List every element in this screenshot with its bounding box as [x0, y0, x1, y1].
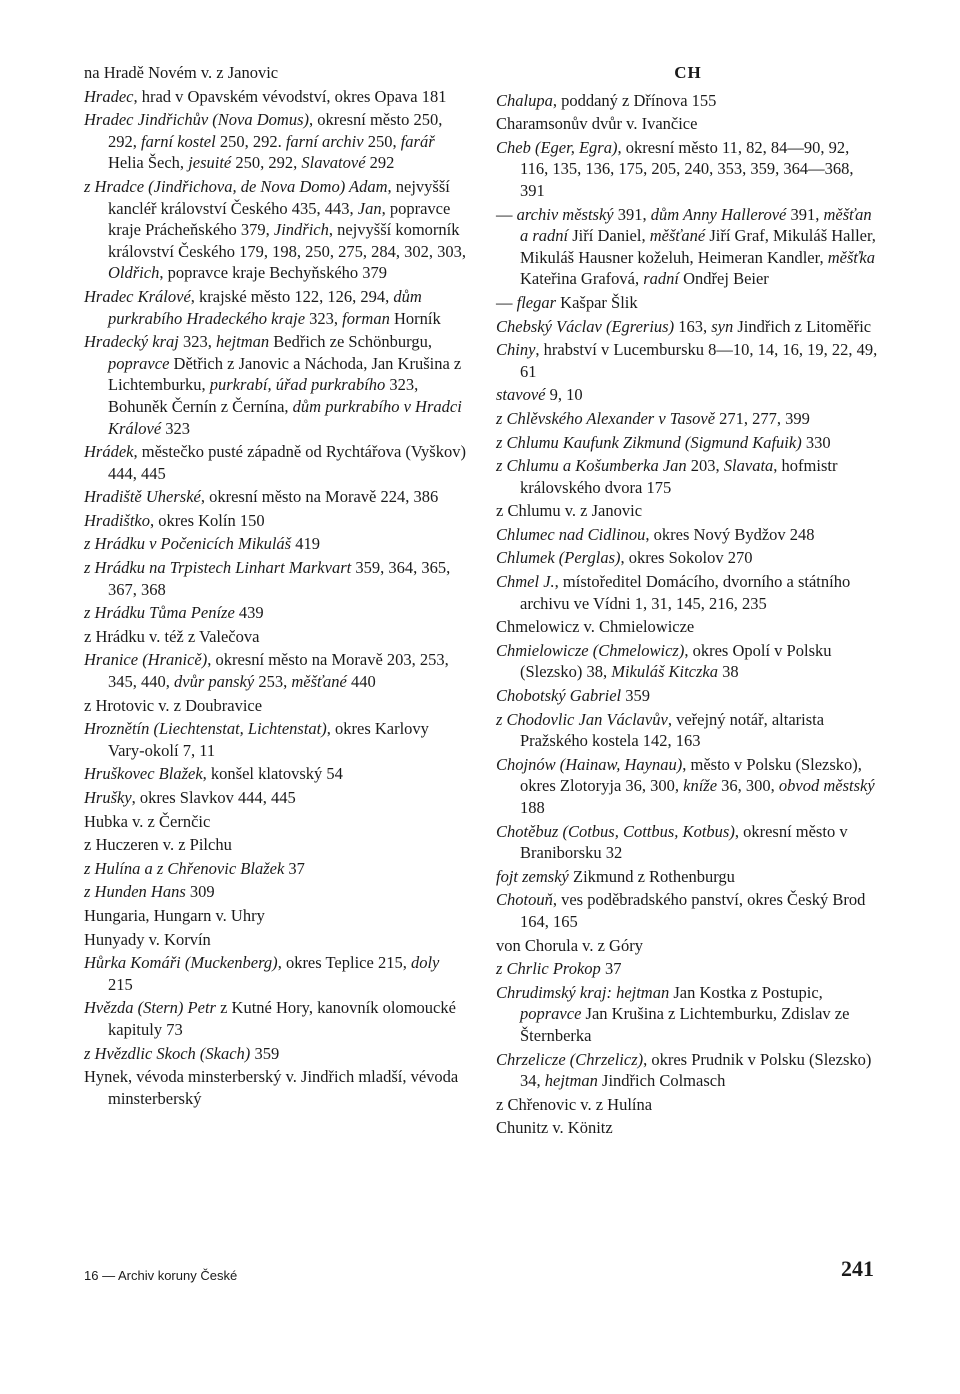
- index-entry: [84, 1066, 468, 1109]
- italic-text: měšťané: [649, 226, 706, 246]
- roman-text: —: [496, 292, 517, 312]
- italic-text: doly: [410, 953, 440, 973]
- roman-text: Jindřich Colmasch: [597, 1071, 726, 1091]
- roman-text: z Hrotovic v. z Doubravice: [84, 695, 263, 715]
- roman-text: Jan Kostka z Postupic,: [669, 982, 823, 1002]
- index-entry: [496, 866, 880, 888]
- roman-text: 323,: [178, 332, 216, 352]
- roman-text: , popravce kraje Prácheňského 379,: [108, 198, 451, 240]
- index-entry: [496, 90, 880, 112]
- roman-text: , krajské město 122, 126, 294,: [190, 286, 394, 306]
- roman-text: 419: [291, 534, 320, 554]
- roman-text: 391,: [786, 204, 824, 224]
- index-entry: [496, 640, 880, 683]
- italic-text: archiv městský: [516, 204, 614, 224]
- section-heading-ch: CH: [674, 63, 702, 82]
- italic-text: Chmel J.: [496, 572, 555, 592]
- italic-text: flegar: [516, 292, 557, 312]
- roman-text: , okres Opolí v Polsku (Slezsko) 38,: [520, 640, 832, 682]
- roman-text: von Chorula v. z Góry: [496, 935, 643, 955]
- roman-text: 323,: [305, 308, 343, 328]
- italic-text: z Hrádku na Trpistech Linhart Markvart: [84, 558, 352, 578]
- roman-text: , okres Slavkov 444, 445: [131, 788, 296, 807]
- roman-text: 440: [346, 672, 376, 692]
- roman-text: , hrabství v Lucembursku 8—10, 14, 16, 19, 22, 49, 61: [520, 340, 878, 381]
- italic-text: Hrušky: [84, 788, 132, 807]
- italic-text: z Hrádku Tůma Peníze: [84, 603, 235, 623]
- italic-text: Hradec Králové: [84, 286, 191, 306]
- roman-text: 359: [250, 1043, 280, 1063]
- roman-text: , okres Karlovy Vary-okolí 7, 11: [108, 719, 429, 760]
- roman-text: , okres Prudnik v Polsku (Slezsko) 34,: [520, 1049, 872, 1091]
- roman-text: 163,: [674, 316, 712, 336]
- italic-text: z Hrádku v Počenicích Mikuláš: [84, 534, 292, 554]
- italic-text: forman: [342, 308, 390, 328]
- roman-text: z Hrádku v. též z Valečova: [84, 626, 260, 646]
- italic-text: dům purkrabího v Hradci Králové: [108, 396, 462, 438]
- roman-text: 330: [801, 432, 831, 452]
- italic-text: z Hunden Hans: [84, 882, 186, 902]
- index-entry: [496, 339, 880, 382]
- italic-text: Hrádek: [84, 442, 134, 462]
- roman-text: 37: [600, 959, 622, 979]
- italic-text: z Chrlic Prokop: [496, 959, 601, 979]
- index-entry: [84, 834, 468, 856]
- italic-text: Chlumek (Perglas): [496, 548, 621, 568]
- index-entry: [496, 113, 880, 135]
- index-entry: [84, 997, 468, 1040]
- roman-text: , hrad v Opavském vévodství, okres Opava 181: [133, 86, 447, 106]
- roman-text: Hunyady v. Korvín: [84, 929, 211, 949]
- roman-text: Jiří Graf, Mikuláš Haller, Mikuláš Hausner koželuh, Heimeran Kandler,: [520, 226, 876, 267]
- index-entry: [496, 935, 880, 957]
- italic-text: Hůrka Komáři (Muckenberg): [84, 953, 278, 973]
- roman-text: 359: [621, 686, 650, 706]
- roman-text: , okresní město na Moravě 203, 253, 345, 440,: [108, 650, 449, 692]
- index-entry: [496, 1117, 880, 1139]
- index-entry: [496, 754, 880, 819]
- italic-text: Jan: [357, 198, 382, 218]
- index-entry: [496, 1094, 880, 1116]
- roman-text: , okresní město na Moravě 224, 386: [200, 487, 439, 507]
- index-entry: [84, 602, 468, 624]
- roman-text: 250, 292.: [215, 131, 286, 151]
- roman-text: —: [496, 204, 517, 224]
- italic-text: z Hvězdlic Skoch (Skach): [84, 1043, 251, 1063]
- roman-text: na Hradě Novém v. z Janovic: [84, 63, 279, 82]
- roman-text: 359, 364, 365, 367, 368: [108, 558, 451, 599]
- roman-text: 37: [284, 858, 305, 878]
- italic-text: popravce: [520, 1004, 582, 1024]
- italic-text: Hradecký kraj: [84, 332, 179, 352]
- italic-text: kníže: [683, 776, 718, 796]
- index-entry: [496, 958, 880, 980]
- index-entry: [84, 626, 468, 648]
- italic-text: hejtman: [215, 332, 270, 352]
- roman-text: Bedřich ze Schönburgu,: [269, 332, 432, 352]
- roman-text: , nejvyšší komorník království Českého 179, 198, 250, 275, 284, 302, 303,: [108, 220, 466, 261]
- roman-text: 323, Bohuněk Černín z Černína,: [108, 375, 419, 416]
- italic-text: obvod městský: [778, 776, 875, 796]
- footer-signature: 16 — Archiv koruny České: [84, 1268, 238, 1283]
- roman-text: , město v Polsku (Slezsko), okres Zlotoryja 36, 300,: [520, 754, 862, 796]
- italic-text: Chiny: [496, 340, 536, 360]
- italic-text: z Chlumu a Košumberka Jan: [496, 456, 687, 476]
- roman-text: , konšel klatovský 54: [202, 764, 343, 784]
- italic-text: syn: [711, 316, 734, 336]
- index-entry: [84, 331, 468, 439]
- italic-text: Chotěbuz (Cotbus, Cottbus, Kotbus): [496, 821, 735, 841]
- roman-text: , veřejný notář, altarista Pražského kostela 142, 163: [520, 709, 825, 751]
- italic-text: dům purkrabího Hradeckého kraje: [108, 286, 422, 328]
- roman-text: , okres Teplice 215,: [277, 953, 411, 973]
- roman-text: , okres Sokolov 270: [620, 548, 753, 568]
- roman-text: , popravce kraje Bechyňského 379: [159, 263, 388, 283]
- roman-text: , nejvyšší kancléř království Českého 435, 443,: [108, 176, 450, 218]
- italic-text: Chotouň: [496, 890, 553, 910]
- italic-text: měšťan a radní: [520, 204, 872, 246]
- roman-text: 9, 10: [545, 385, 583, 405]
- index-entry: [84, 510, 468, 532]
- italic-text: farní kostel: [141, 131, 216, 151]
- roman-text: Jan Krušina z Lichtemburku, Zdislav ze Šternberka: [520, 1004, 850, 1045]
- index-entry: [84, 787, 468, 809]
- index-entry: [496, 316, 880, 338]
- italic-text: z Chlumu Kaufunk Zikmund (Sigmund Kafuik): [496, 432, 802, 452]
- index-entry: [84, 441, 468, 484]
- italic-text: Chebský Václav (Egrerius): [496, 316, 675, 336]
- italic-text: farář: [400, 131, 435, 151]
- italic-text: Hranice (Hranicě): [84, 650, 208, 670]
- index-entry: [496, 821, 880, 864]
- roman-text: 439: [234, 603, 264, 623]
- italic-text: dvůr panský: [174, 672, 255, 692]
- roman-text: 323: [161, 418, 191, 438]
- index-entry: [84, 1043, 468, 1065]
- index-entry: [84, 286, 468, 329]
- italic-text: dům Anny Hallerové: [650, 204, 787, 224]
- roman-text: 253,: [254, 672, 292, 692]
- roman-text: , okresní město v Braniborsku 32: [520, 821, 848, 863]
- roman-text: 391,: [613, 204, 651, 224]
- roman-text: 215: [108, 974, 133, 994]
- roman-text: z Kutné Hory, kanovník olomoucké kapituly 73: [108, 998, 456, 1039]
- index-entry: [84, 62, 468, 84]
- italic-text: popravce: [108, 353, 170, 373]
- roman-text: 250, 292,: [231, 153, 302, 173]
- italic-text: Chmielowicze (Chmelowicz): [496, 640, 685, 660]
- roman-text: Kateřina Grafová,: [520, 269, 644, 289]
- italic-text: Chlumec nad Cidlinou: [496, 524, 646, 544]
- index-entry: [496, 384, 880, 406]
- index-entry: [496, 1049, 880, 1092]
- italic-text: Oldřich: [108, 263, 160, 283]
- roman-text: , okresní město 250, 292,: [108, 110, 443, 151]
- index-entry: [84, 533, 468, 555]
- roman-text: Kašpar Šlik: [556, 292, 638, 312]
- roman-text: Dětřich z Janovic a Náchoda, Jan Krušina z Lichtemburku,: [108, 353, 462, 395]
- index-entry: [496, 292, 880, 314]
- index-entry: [84, 557, 468, 600]
- roman-text: 292: [365, 153, 395, 173]
- index-entry: [84, 486, 468, 508]
- italic-text: farní archiv: [285, 131, 364, 151]
- index-entry: [84, 763, 468, 785]
- italic-text: Chojnów (Hainaw, Haynau): [496, 754, 683, 774]
- italic-text: Hvězda (Stern) Petr: [84, 998, 216, 1018]
- index-entry: [84, 695, 468, 717]
- index-entry: [496, 616, 880, 638]
- roman-text: 250,: [363, 131, 401, 151]
- right-index-column: [496, 62, 880, 1141]
- italic-text: Slavatové: [301, 153, 366, 173]
- index-entry: [496, 685, 880, 707]
- italic-text: z Hradce (Jindřichova, de Nova Domo) Adam: [84, 176, 388, 196]
- index-entry: [84, 718, 468, 761]
- roman-text: Hungaria, Hungarn v. Uhry: [84, 905, 265, 925]
- left-index-column: [84, 62, 468, 1111]
- roman-text: , místoředitel Domácího, dvorního a státního archivu ve Vídni 1, 31, 145, 216, 235: [520, 572, 851, 613]
- roman-text: 188: [520, 798, 545, 817]
- index-entry: [496, 524, 880, 546]
- italic-text: Chrzelicze (Chrzelicz): [496, 1049, 644, 1069]
- italic-text: Hruškovec Blažek: [84, 764, 203, 784]
- roman-text: Jindřich z Litoměřic: [733, 316, 872, 336]
- roman-text: z Huczeren v. z Pilchu: [84, 835, 232, 855]
- index-entry: [84, 649, 468, 692]
- italic-text: radní: [643, 269, 679, 289]
- italic-text: z Chlěvského Alexander v Tasově: [496, 408, 716, 428]
- index-entry: [496, 547, 880, 569]
- roman-text: Hubka v. z Černčic: [84, 811, 211, 831]
- page-number: 241: [841, 1256, 874, 1281]
- index-entry: [84, 86, 468, 108]
- roman-text: , okres Nový Bydžov 248: [645, 524, 815, 544]
- roman-text: 203,: [686, 456, 724, 476]
- italic-text: jesuité: [188, 153, 232, 173]
- italic-text: stavové: [496, 385, 546, 405]
- roman-text: Zikmund z Rothenburgu: [568, 866, 735, 886]
- roman-text: 38: [717, 662, 739, 682]
- roman-text: , městečko pusté západně od Rychtářova (Vyškov) 444, 445: [108, 442, 466, 483]
- italic-text: purkrabí, úřad purkrabího: [209, 375, 386, 395]
- index-entry: [84, 905, 468, 927]
- italic-text: hejtman: [544, 1071, 598, 1091]
- italic-text: Chobotský Gabriel: [496, 686, 622, 706]
- roman-text: 309: [185, 882, 215, 902]
- italic-text: Hradištko: [84, 510, 150, 530]
- italic-text: Slavata: [723, 456, 774, 476]
- index-entry: [496, 709, 880, 752]
- index-entry: [84, 858, 468, 880]
- index-entry: [84, 929, 468, 951]
- index-entry: [84, 952, 468, 995]
- italic-text: z Chodovlic Jan Václavův: [496, 709, 668, 729]
- index-entry: [496, 571, 880, 614]
- italic-text: z Hulína a z Chřenovic Blažek: [84, 858, 285, 878]
- roman-text: , hofmistr královského dvora 175: [520, 456, 838, 497]
- roman-text: Charamsonův dvůr v. Ivančice: [496, 114, 698, 134]
- index-entry: [84, 811, 468, 833]
- index-entry: [84, 109, 468, 174]
- index-entry: [496, 137, 880, 202]
- italic-text: měšťané: [291, 672, 347, 692]
- index-entry: [84, 176, 468, 284]
- italic-text: měšťka: [827, 247, 875, 267]
- roman-text: 271, 277, 399: [715, 408, 810, 428]
- index-entry: [496, 432, 880, 454]
- italic-text: Hradec Jindřichův (Nova Domus): [84, 110, 309, 130]
- index-entry: [496, 204, 880, 290]
- roman-text: Chmelowicz v. Chmielowicze: [496, 617, 695, 637]
- italic-text: Mikuláš Kitczka: [611, 662, 718, 682]
- roman-text: Jiří Daniel,: [568, 226, 650, 246]
- index-entry: [496, 455, 880, 498]
- italic-text: Chalupa: [496, 90, 553, 110]
- roman-text: Chunitz v. Könitz: [496, 1118, 613, 1138]
- roman-text: z Chlumu v. z Janovic: [496, 501, 643, 521]
- roman-text: , poddaný z Dřínova 155: [552, 90, 717, 110]
- italic-text: Jindřich: [273, 220, 329, 240]
- right-entries: [496, 90, 880, 1139]
- roman-text: , ves poděbradského panství, okres Český Brod 164, 165: [520, 890, 866, 931]
- index-entry: [84, 881, 468, 903]
- roman-text: , okresní město 11, 82, 84—90, 92, 116, 135, 136, 175, 205, 240, 353, 359, 364—368, 391: [520, 137, 854, 200]
- roman-text: Hynek, vévoda minsterberský v. Jindřich mladší, vévoda minsterberský: [84, 1067, 459, 1108]
- italic-text: fojt zemský: [496, 866, 569, 886]
- roman-text: , okres Kolín 150: [150, 510, 265, 530]
- index-entry: [496, 889, 880, 932]
- italic-text: Chrudimský kraj: hejtman: [496, 982, 670, 1002]
- roman-text: z Chřenovic v. z Hulína: [496, 1094, 653, 1114]
- index-entry: [496, 500, 880, 522]
- italic-text: Hroznětín (Liechtenstat, Lichtenstat): [84, 719, 327, 739]
- italic-text: Cheb (Eger, Egra): [496, 137, 618, 157]
- index-entry: [496, 408, 880, 430]
- italic-text: Hradec: [84, 86, 134, 106]
- index-entry: [496, 982, 880, 1047]
- roman-text: Ondřej Beier: [679, 269, 769, 289]
- roman-text: 36, 300,: [717, 776, 779, 796]
- italic-text: Hradiště Uherské: [84, 487, 201, 507]
- roman-text: Helia Šech,: [108, 153, 189, 173]
- roman-text: Horník: [389, 308, 441, 328]
